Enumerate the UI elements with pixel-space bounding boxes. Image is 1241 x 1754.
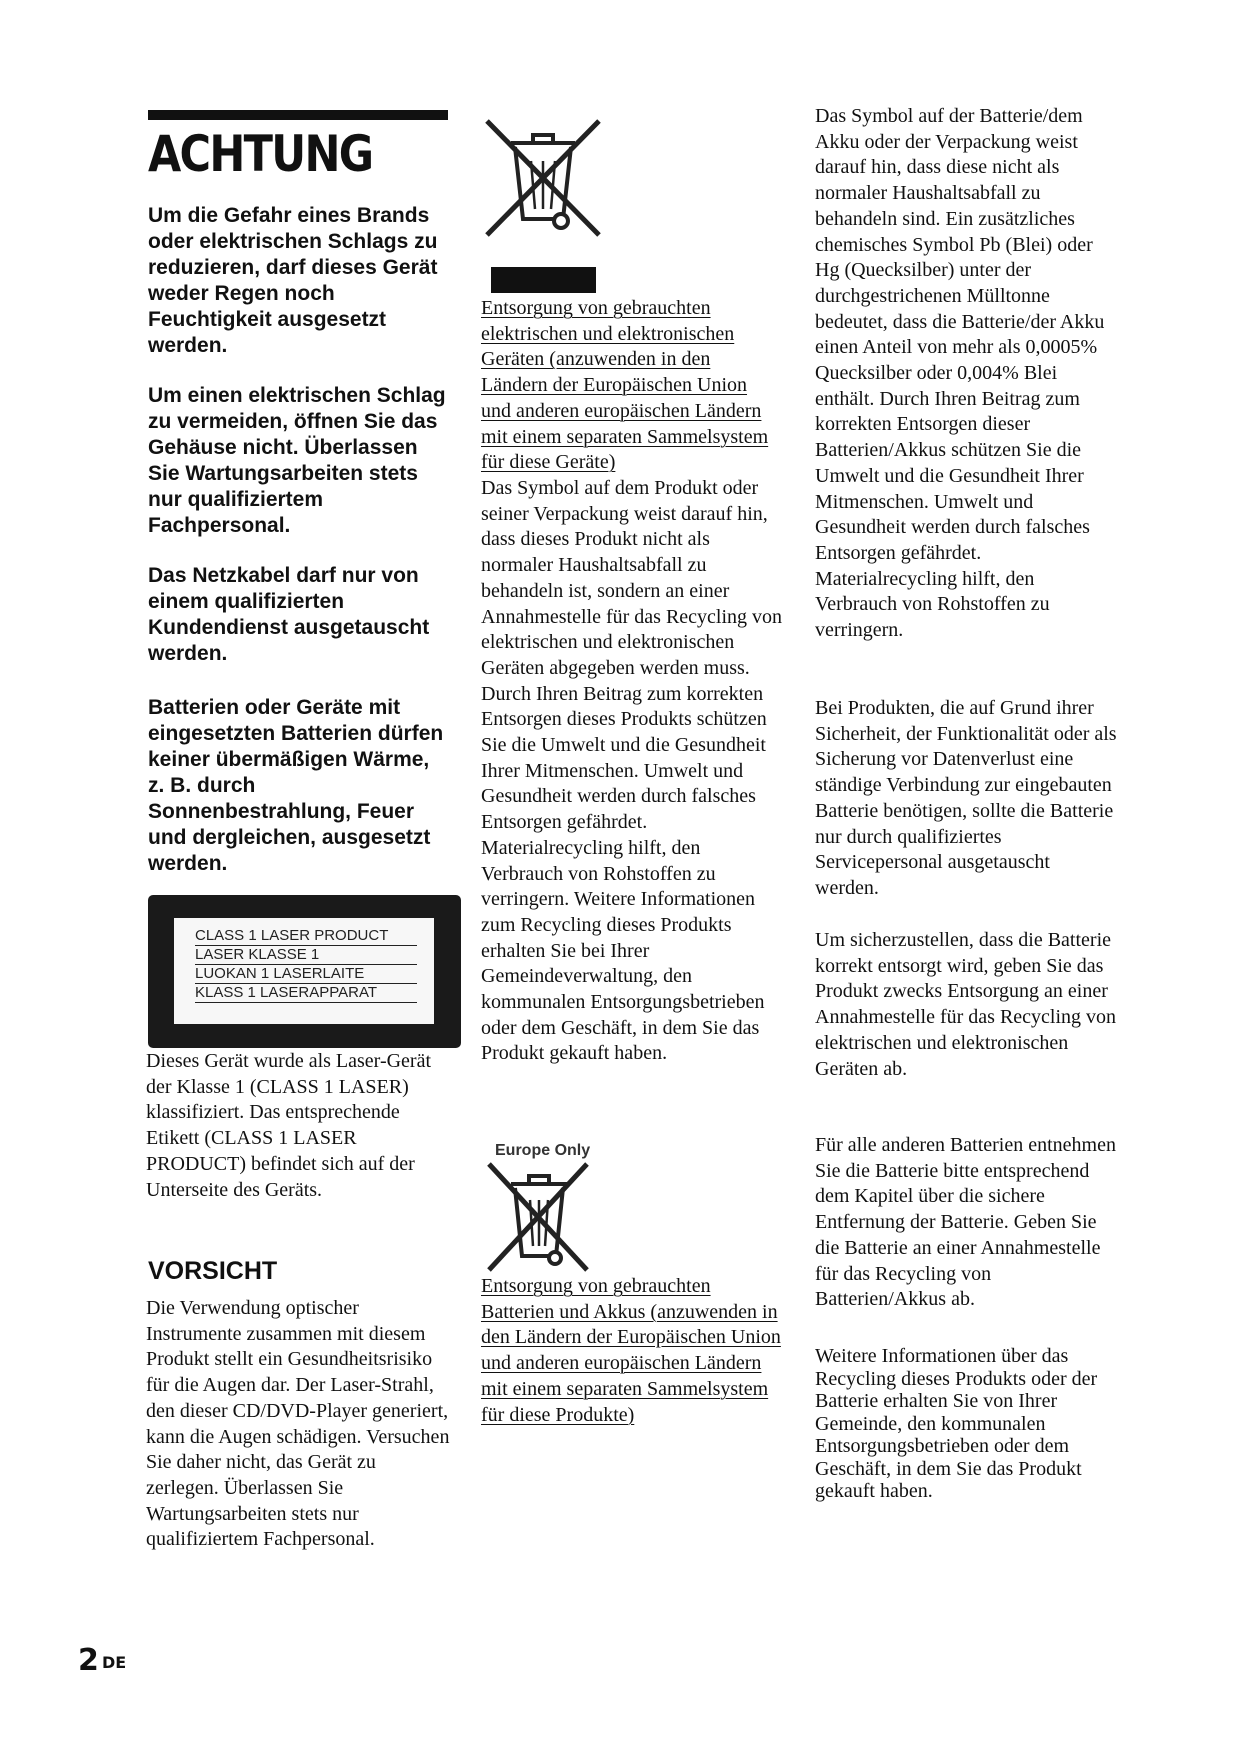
weee-text: Das Symbol auf dem Produkt oder seiner Verpackung weist darauf hin, dass dieses Produkt nicht als normaler Haushaltsabfall zu behandeln ist, sondern an einer Annahmestelle für das Recycling von elektrischen und elektronischen Geräten abgegeben werden muss. Durch Ihren Beitrag zum korrekten Entsorgen dieses Produkts schützen Sie die Umwelt und die Gesundheit Ihrer Mitmenschen. Umwelt und Gesundheit werden durch falsches Entsorgen gefährdet. Materialrecycling hilft, den Verbrauch von Rohstoffen zu verringern. Weitere Informationen zum Recycling dieses Produkts erhalten Sie bei Ihrer Gemeindeverwaltung, den kommunalen Entsorgungsbetrieben oder dem Geschäft, in dem Sie das Produkt gekauft haben. [481, 477, 783, 1065]
permanent-battery-text: Bei Produkten, die auf Grund ihrer Sicherheit, der Funktionalität oder als Sicherung vor Datenverlust eine ständige Verbindung zur eingebauten Batterie benötigen, sollte die Batterie nur durch qualifiziertes Servicepersonal ausgetauscht werden. [815, 697, 1117, 899]
laser-label-line: KLASS 1 LASERAPPARAT [195, 984, 417, 1003]
battery-title: Entsorgung von gebrauchten Batterien und Akkus (anzuwenden in den Ländern der Europäischen Union und anderen europäischen Ländern mit einem separaten Sammelsystem für diese Produkte) [481, 1275, 781, 1426]
crossed-bin-icon [481, 113, 605, 243]
laser-class-text: Dieses Gerät wurde als Laser-Gerät der Klasse 1 (CLASS 1 LASER) klassifiziert. Das entsprechende Etikett (CLASS 1 LASER PRODUCT) befindet sich auf der Unterseite des Geräts. [146, 1050, 432, 1201]
battery-symbol-text: Das Symbol auf der Batterie/dem Akku oder der Verpackung weist darauf hin, dass diese nicht als normaler Haushaltsabfall zu behandeln sind. Ein zusätzliches chemisches Symbol Pb (Blei) oder Hg (Quecksilber) unter der durchgestrichenen Mülltonne bedeutet, dass die Batterie/der Akku einen Anteil von mehr als 0,0005% Quecksilber oder 0,004% Blei enthält. Durch Ihren Beitrag zum korrekten Entsorgen dieser Batterien/Akkus schützen Sie die Umwelt und die Gesundheit Ihrer Mitmenschen. Umwelt und Gesundheit werden durch falsches Entsorgen gefährdet. Materialrecycling hilft, den Verbrauch von Rohstoffen zu verringern. [815, 105, 1105, 642]
warning-power-cord: Das Netzkabel darf nur von einem qualifizierten Kundendienst ausgetauscht werden. [148, 564, 430, 665]
laser-label-line: LUOKAN 1 LASERLAITE [195, 965, 417, 984]
vorsicht-text: Die Verwendung optischer Instrumente zusammen mit diesem Produkt stellt ein Gesundheitsrisiko für die Augen dar. Der Laser-Strahl, den dieser CD/DVD-Player generiert, kann die Augen schädigen. Versuchen Sie daher nicht, das Gerät zu zerlegen. Überlassen Sie Wartungsarbeiten stets nur qualifiziertem Fachpersonal. [146, 1297, 450, 1551]
laser-label-line: CLASS 1 LASER PRODUCT [195, 927, 417, 946]
heading-rule [148, 110, 448, 120]
warning-battery-heat: Batterien oder Geräte mit eingesetzten Batterien dürfen keiner übermäßigen Wärme, z. B. durch Sonnenbestrahlung, Feuer und dergleichen, ausgesetzt werden. [148, 696, 444, 875]
weee-black-bar [491, 267, 596, 293]
crossed-battery-bin-icon [483, 1158, 593, 1278]
page-language: DE [102, 1653, 127, 1672]
europe-only-label: Europe Only [495, 1142, 591, 1159]
page-title: ACHTUNG [148, 125, 373, 183]
more-info-text: Weitere Informationen über das Recycling dieses Produkts oder der Batterie erhalten Sie von Ihrer Gemeinde, den kommunalen Entsorgungsbetrieben oder dem Geschäft, in dem Sie das Produkt gekauft haben. [815, 1345, 1098, 1502]
vorsicht-heading: VORSICHT [148, 1257, 278, 1285]
laser-label-plate [174, 918, 434, 1024]
correct-disposal-text: Um sicherzustellen, dass die Batterie korrekt entsorgt wird, geben Sie das Produkt zwecks Entsorgung an einer Annahmestelle für das Recycling von elektrischen und elektronischen Geräten ab. [815, 929, 1117, 1080]
other-batteries-text: Für alle anderen Batterien entnehmen Sie die Batterie bitte entsprechend dem Kapitel über die sichere Entfernung der Batterie. Geben Sie die Batterie an einer Annahmestelle für das Recycling von Batterien/Akkus ab. [815, 1134, 1116, 1311]
laser-label-line: LASER KLASSE 1 [195, 946, 417, 965]
laser-label [148, 895, 461, 1048]
page-number: 2 [78, 1643, 99, 1678]
warning-shock: Um einen elektrischen Schlag zu vermeiden, öffnen Sie das Gehäuse nicht. Überlassen Sie Wartungsarbeiten stets nur qualifiziertem Fachpersonal. [148, 384, 446, 537]
weee-title: Entsorgung von gebrauchten elektrischen und elektronischen Geräten (anzuwenden in den Ländern der Europäischen Union und anderen europäischen Ländern mit einem separaten Sammelsystem für diese Geräte) [481, 297, 769, 474]
warning-fire: Um die Gefahr eines Brands oder elektrischen Schlags zu reduzieren, darf dieses Gerät weder Regen noch Feuchtigkeit ausgesetzt werden. [148, 204, 438, 357]
